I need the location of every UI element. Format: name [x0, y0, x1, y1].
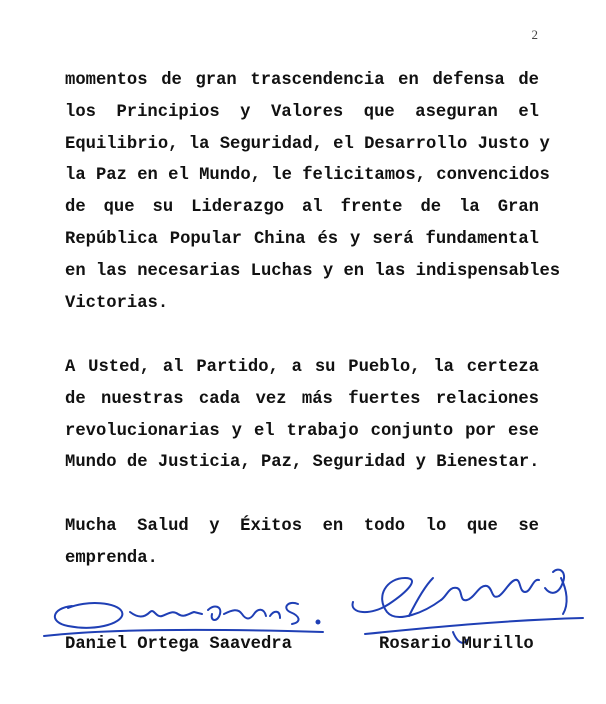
body-paragraph-1: [65, 65, 561, 319]
signer-name-ortega: Daniel Ortega Saavedra: [65, 635, 292, 654]
text-line: emprenda.: [65, 548, 158, 568]
text-line: Victorias.: [65, 293, 169, 313]
text-line: A Usted, al Partido, a su Pueblo, la certeza: [65, 358, 539, 377]
text-line: momentos de gran trascendencia en defensa de: [65, 71, 539, 90]
text-line: Equilibrio, la Seguridad, el Desarrollo Justo y: [65, 134, 550, 154]
text-line: Mucha Salud y Éxitos en todo lo que se: [65, 517, 539, 536]
signer-name-murillo: Rosario Murillo: [379, 635, 534, 654]
text-line: República Popular China és y será fundamental: [65, 229, 539, 249]
text-line: la Paz en el Mundo, le felicitamos, convencidos: [65, 166, 550, 186]
text-line: revolucionarias y el trabajo conjunto por ese: [65, 421, 539, 441]
page-number: 2: [531, 27, 538, 42]
text-line: de nuestras cada vez más fuertes relaciones: [65, 389, 539, 409]
text-line: en las necesarias Luchas y en las indispensables: [65, 261, 561, 281]
text-line: de que su Liderazgo al frente de la Gran: [65, 198, 539, 218]
body-paragraph-2: [65, 352, 539, 479]
text-line: Mundo de Justicia, Paz, Seguridad y Bienestar.: [65, 453, 540, 473]
text-line: los Principios y Valores que aseguran el: [65, 102, 539, 122]
